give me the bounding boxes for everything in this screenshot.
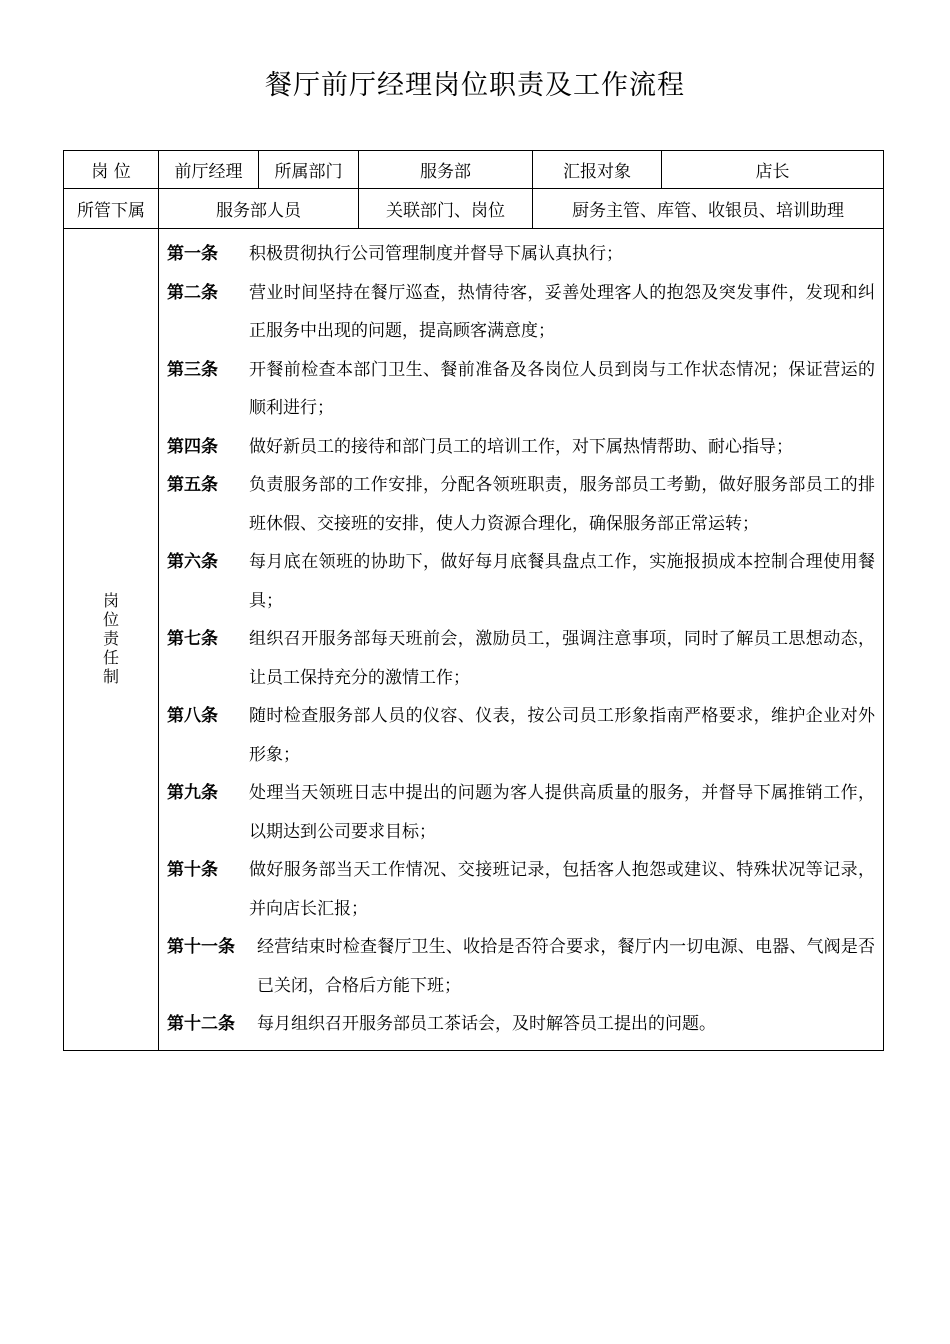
page-title: 餐厅前厅经理岗位职责及工作流程 [265, 70, 685, 101]
clause-number: 第八条 [167, 706, 218, 726]
position-value: 前厅经理 [159, 151, 259, 189]
clause-number: 第十二条 [167, 1014, 235, 1034]
department-label: 所属部门 [259, 151, 359, 189]
table-row [64, 151, 884, 189]
clause-11 [167, 928, 875, 1005]
clause-number: 第三条 [167, 359, 218, 380]
clause-text: 积极贯彻执行公司管理制度并督导下属认真执行； [249, 244, 623, 264]
responsibility-label: 岗位责任制 [102, 591, 119, 687]
clause-3 [167, 351, 875, 428]
clause-text: 每月底在领班的协助下，做好每月底餐具盘点工作，实施报损成本控制合理使用餐具； [249, 552, 875, 611]
clause-6 [167, 543, 875, 620]
responsibility-label-cell [64, 229, 159, 1051]
clause-number: 第十条 [167, 860, 218, 880]
subordinates-value: 服务部人员 [159, 189, 359, 229]
position-label: 岗 位 [64, 151, 159, 189]
department-value: 服务部 [359, 151, 533, 189]
subordinates-label: 所管下属 [64, 189, 159, 229]
clause-text: 处理当天领班日志中提出的问题为客人提供高质量的服务，并督导下属推销工作，以期达到公司要求目标； [249, 783, 875, 842]
clause-9 [167, 774, 875, 851]
clause-text: 随时检查服务部人员的仪容、仪表，按公司员工形象指南严格要求，维护企业对外形象； [249, 706, 875, 765]
clause-number: 第四条 [167, 436, 218, 457]
related-departments-label: 关联部门、岗位 [359, 189, 533, 229]
report-to-label: 汇报对象 [533, 151, 662, 189]
clause-number: 第一条 [167, 244, 218, 264]
clause-text: 组织召开服务部每天班前会，激励员工，强调注意事项，同时了解员工思想动态，让员工保持充分的激情工作； [249, 629, 875, 688]
clause-5 [167, 466, 875, 543]
responsibility-clauses [159, 229, 884, 1051]
clause-text: 做好服务部当天工作情况、交接班记录，包括客人抱怨或建议、特殊状况等记录，并向店长汇报； [249, 860, 875, 919]
clause-2 [167, 274, 875, 351]
clause-number: 第二条 [167, 282, 218, 303]
clause-text: 经营结束时检查餐厅卫生、收拾是否符合要求，餐厅内一切电源、电器、气阀是否已关闭，合格后方能下班； [257, 937, 875, 996]
clause-number: 第九条 [167, 783, 218, 803]
clause-10 [167, 851, 875, 928]
clause-8 [167, 697, 875, 774]
clause-number: 第五条 [167, 475, 218, 495]
clause-text: 做好新员工的接待和部门员工的培训工作，对下属热情帮助、耐心指导； [249, 436, 793, 457]
clause-1 [167, 235, 875, 274]
table-row [64, 229, 884, 1051]
clause-text: 开餐前检查本部门卫生、餐前准备及各岗位人员到岗与工作状态情况；保证营运的顺利进行； [249, 359, 875, 418]
job-description-table [63, 150, 884, 1051]
clause-12 [167, 1005, 875, 1044]
clause-number: 第十一条 [167, 937, 235, 957]
clause-number: 第六条 [167, 552, 218, 572]
table-row [64, 189, 884, 229]
clause-7 [167, 620, 875, 697]
related-departments-value: 厨务主管、库管、收银员、培训助理 [533, 189, 884, 229]
report-to-value: 店长 [662, 151, 884, 189]
clause-text: 每月组织召开服务部员工茶话会，及时解答员工提出的问题。 [257, 1014, 716, 1034]
clause-text: 负责服务部的工作安排，分配各领班职责，服务部员工考勤，做好服务部员工的排班休假、交接班的安排，使人力资源合理化，确保服务部正常运转； [249, 475, 875, 534]
clause-text: 营业时间坚持在餐厅巡查，热情待客，妥善处理客人的抱怨及突发事件，发现和纠正服务中出现的问题，提高顾客满意度； [249, 282, 875, 341]
clause-4 [167, 428, 875, 467]
clause-number: 第七条 [167, 629, 218, 649]
